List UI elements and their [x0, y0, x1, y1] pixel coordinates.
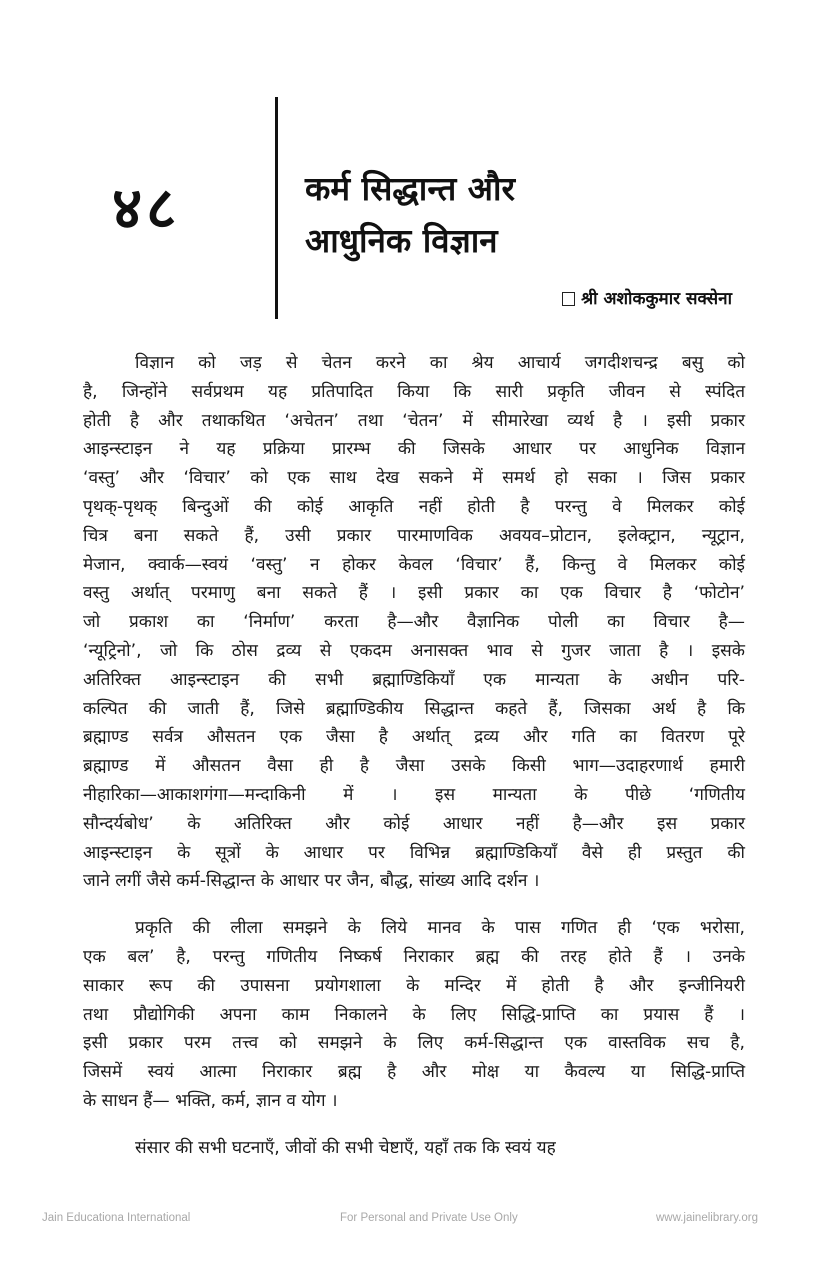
text-line: जो प्रकाश का ‘निर्माण’ करता है—और वैज्ञानिक पोली का विचार है—: [83, 612, 745, 633]
chapter-title-line-1: कर्म सिद्धान्त और: [305, 169, 516, 208]
text-line: वस्तु अर्थात् परमाणु बना सकते हैं । इसी प्रकार का एक विचार है ‘फोटोन’: [83, 583, 745, 604]
text-line: नीहारिका—आकाशगंगा—मन्दाकिनी में । इस मान्यता के पीछे ‘गणितीय: [83, 784, 745, 805]
text-line: पृथक्-पृथक् बिन्दुओं की कोई आकृति नहीं होती है परन्तु वे मिलकर कोई: [83, 496, 745, 517]
text-line: आइन्स्टाइन ने यह प्रक्रिया प्रारम्भ की जिसके आधार पर आधुनिक विज्ञान: [83, 439, 745, 460]
text-line: ब्रह्माण्ड में औसतन वैसा ही है जैसा उसके किसी भाग—उदाहरणार्थ हमारी: [83, 756, 745, 777]
footer-usage-notice: For Personal and Private Use Only: [340, 1212, 518, 1224]
chapter-number: ४८: [112, 174, 181, 242]
text-line: है, जिन्होंने सर्वप्रथम यह प्रतिपादित किया कि सारी प्रकृति जीवन से स्पंदित: [83, 381, 745, 402]
text-line: संसार की सभी घटनाएँ, जीवों की सभी चेष्टाएँ, यहाँ तक कि स्वयं यह: [135, 1137, 556, 1158]
text-line: मेजान, क्वार्क—स्वयं ‘वस्तु’ न होकर केवल ‘विचार’ हैं, किन्तु वे मिलकर कोई: [83, 554, 745, 575]
text-line: प्रकृति की लीला समझने के लिये मानव के पास गणित ही ‘एक भरोसा,: [135, 918, 745, 939]
vertical-divider: [275, 97, 278, 319]
footer-website-link[interactable]: www.jainelibrary.org: [655, 1212, 758, 1224]
text-line: आइन्स्टाइन के सूत्रों के आधार पर विभिन्न ब्रह्माण्डिकियाँ वैसे ही प्रस्तुत की: [83, 842, 745, 863]
text-line: होती है और तथाकथित ‘अचेतन’ तथा ‘चेतन’ में सीमारेखा व्यर्थ है । इसी प्रकार: [83, 410, 745, 431]
text-line: साकार रूप की उपासना प्रयोगशाला के मन्दिर में होती है और इन्जीनियरी: [83, 975, 745, 996]
text-line: के साधन हैं— भक्ति, कर्म, ज्ञान व योग ।: [83, 1090, 338, 1111]
author-name: श्री अशोककुमार सक्सेना: [581, 289, 732, 309]
text-line: इसी प्रकार परम तत्त्व को समझने के लिए कर्म-सिद्धान्त एक वास्तविक सच है,: [83, 1033, 745, 1054]
footer-publisher: Jain Educationa International: [42, 1212, 191, 1224]
text-line: सौन्दर्यबोध’ के अतिरिक्त और कोई आधार नहीं है—और इस प्रकार: [83, 813, 745, 834]
text-line: ‘न्यूट्रिनो’, जो कि ठोस द्रव्य से एकदम अनासक्त भाव से गुजर जाता है । इसके: [83, 640, 745, 661]
chapter-title: [305, 163, 515, 267]
chapter-title-line-2: आधुनिक विज्ञान: [305, 221, 498, 260]
article-body: [83, 349, 745, 1163]
page-footer: [0, 1208, 828, 1232]
text-line: अतिरिक्त आइन्स्टाइन की सभी ब्रह्माण्डिकियाँ एक मान्यता के अधीन परि-: [83, 669, 745, 690]
text-line: कल्पित की जाती हैं, जिसे ब्रह्माण्डिकीय सिद्धान्त कहते हैं, जिसका अर्थ है कि: [83, 698, 745, 719]
paragraph: [83, 349, 745, 896]
paragraph: [83, 1134, 745, 1163]
text-line: विज्ञान को जड़ से चेतन करने का श्रेय आचार्य जगदीशचन्द्र बसु को: [135, 353, 745, 373]
text-line: चित्र बना सकते हैं, उसी प्रकार पारमाणविक अवयव–प्रोटान, इलेक्ट्रान, न्यूट्रान,: [83, 525, 745, 546]
paragraph: [83, 914, 745, 1116]
text-line: जिसमें स्वयं आत्मा निराकार ब्रह्म है और मोक्ष या कैवल्य या सिद्धि-प्राप्ति: [83, 1062, 745, 1083]
text-line: तथा प्रौद्योगिकी अपना काम निकालने के लिए सिद्धि-प्राप्ति का प्रयास हैं ।: [83, 1004, 745, 1025]
text-line: ‘वस्तु’ और ‘विचार’ को एक साथ देख सकने में समर्थ हो सका । जिस प्रकार: [83, 468, 745, 489]
author-byline: [562, 287, 732, 311]
text-line: ब्रह्माण्ड सर्वत्र औसतन एक जैसा है अर्थात् द्रव्य और गति का वितरण पूरे: [83, 727, 745, 748]
text-line: जाने लगीं जैसे कर्म-सिद्धान्त के आधार पर जैन, बौद्ध, सांख्य आदि दर्शन ।: [83, 871, 540, 892]
square-bullet-icon: [562, 292, 575, 306]
text-line: एक बल’ है, परन्तु गणितीय निष्कर्ष निराकार ब्रह्म की तरह होते हैं । उनके: [83, 946, 745, 967]
